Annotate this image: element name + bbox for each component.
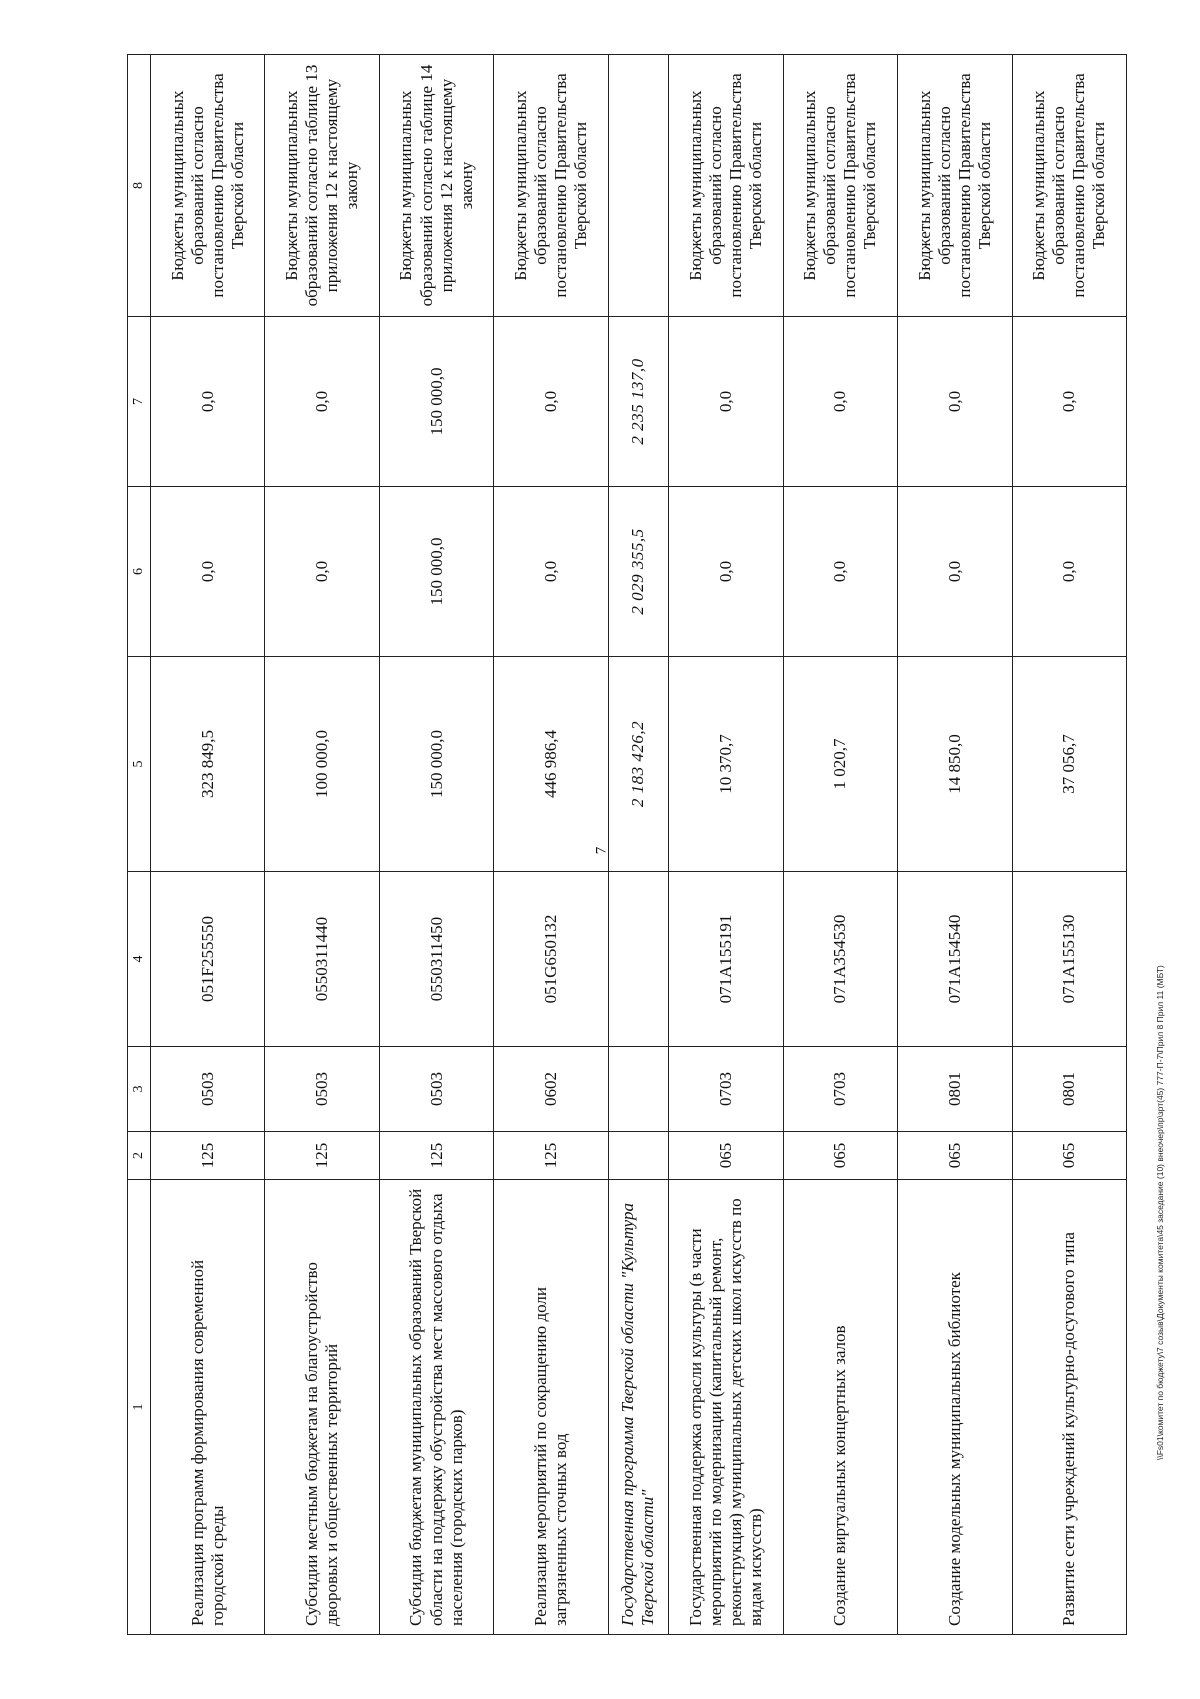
cell-amount-2: 0,0 xyxy=(898,487,1012,657)
cell-amount-3: 0,0 xyxy=(1012,317,1126,487)
cell-section-code: 0703 xyxy=(783,1047,897,1132)
cell-admin-code: 125 xyxy=(265,1132,379,1180)
header-row xyxy=(128,55,151,1635)
cell-amount-1: 150 000,0 xyxy=(379,657,493,872)
cell-section-code: 0503 xyxy=(379,1047,493,1132)
cell-admin-code: 125 xyxy=(494,1132,608,1180)
table-row xyxy=(1012,55,1126,1635)
cell-target-code: 071A155130 xyxy=(1012,872,1126,1047)
cell-amount-2: 2 029 355,5 xyxy=(608,487,669,657)
cell-amount-3: 0,0 xyxy=(783,317,897,487)
cell-recipients: Бюджеты муниципальных образований согласно постановлению Правительства Тверской области xyxy=(783,55,897,317)
cell-admin-code: 065 xyxy=(783,1132,897,1180)
cell-amount-1: 2 183 426,2 xyxy=(608,657,669,872)
cell-amount-1: 1 020,7 xyxy=(783,657,897,872)
header-cell: 3 xyxy=(128,1047,151,1132)
header-cell: 1 xyxy=(128,1180,151,1635)
cell-target-code: 071A155191 xyxy=(669,872,783,1047)
table-row xyxy=(379,55,493,1635)
program-name: Государственная программа Тверской области "Культура Тверской области" xyxy=(608,1180,669,1635)
cell-target-code: 051G650132 xyxy=(494,872,608,1047)
table-row xyxy=(783,55,897,1635)
cell-recipients xyxy=(608,55,669,317)
cell-amount-2: 150 000,0 xyxy=(379,487,493,657)
cell-amount-1: 446 986,4 xyxy=(494,657,608,872)
cell-amount-1: 37 056,7 xyxy=(1012,657,1126,872)
row-name: Реализация мероприятий по сокращению доли загрязненных сточных вод xyxy=(494,1180,608,1635)
cell-target-code: 071A154540 xyxy=(898,872,1012,1047)
cell-amount-2: 0,0 xyxy=(494,487,608,657)
budget-table xyxy=(127,54,1127,1635)
cell-amount-1: 323 849,5 xyxy=(151,657,265,872)
cell-admin-code xyxy=(608,1132,669,1180)
cell-amount-2: 0,0 xyxy=(151,487,265,657)
cell-section-code: 0703 xyxy=(669,1047,783,1132)
cell-recipients: Бюджеты муниципальных образований согласно постановлению Правительства Тверской области xyxy=(1012,55,1126,317)
page-number: 7 xyxy=(593,846,610,855)
cell-target-code: 0550311440 xyxy=(265,872,379,1047)
cell-section-code: 0801 xyxy=(1012,1047,1126,1132)
cell-recipients: Бюджеты муниципальных образований согласно постановлению Правительства Тверской области xyxy=(494,55,608,317)
cell-target-code: 071A354530 xyxy=(783,872,897,1047)
header-cell: 8 xyxy=(128,55,151,317)
header-cell: 6 xyxy=(128,487,151,657)
cell-amount-3: 0,0 xyxy=(151,317,265,487)
cell-section-code: 0503 xyxy=(151,1047,265,1132)
header-cell: 7 xyxy=(128,317,151,487)
cell-target-code: 0550311450 xyxy=(379,872,493,1047)
row-name: Развитие сети учреждений культурно-досугового типа xyxy=(1012,1180,1126,1635)
row-name: Государственная поддержка отрасли культуры (в части мероприятий по модернизации (капитальный ремонт, реконструкция) муниципальных детских школ искусств по видам искусств) xyxy=(669,1180,783,1635)
cell-admin-code: 125 xyxy=(151,1132,265,1180)
cell-admin-code: 125 xyxy=(379,1132,493,1180)
cell-amount-1: 14 850,0 xyxy=(898,657,1012,872)
row-name: Субсидии местным бюджетам на благоустройство дворовых и общественных территорий xyxy=(265,1180,379,1635)
cell-recipients: Бюджеты муниципальных образований согласно таблице 14 приложения 12 к настоящему закону xyxy=(379,55,493,317)
row-name: Создание виртуальных концертных залов xyxy=(783,1180,897,1635)
row-name: Реализация программ формирования современной городской среды xyxy=(151,1180,265,1635)
table-row xyxy=(898,55,1012,1635)
cell-section-code: 0503 xyxy=(265,1047,379,1132)
cell-admin-code: 065 xyxy=(669,1132,783,1180)
cell-section-code xyxy=(608,1047,669,1132)
table-row xyxy=(265,55,379,1635)
cell-amount-2: 0,0 xyxy=(265,487,379,657)
cell-amount-3: 2 235 137,0 xyxy=(608,317,669,487)
cell-section-code: 0602 xyxy=(494,1047,608,1132)
cell-amount-3: 0,0 xyxy=(898,317,1012,487)
table-row xyxy=(669,55,783,1635)
cell-amount-1: 10 370,7 xyxy=(669,657,783,872)
cell-amount-3: 0,0 xyxy=(669,317,783,487)
row-name: Субсидии бюджетам муниципальных образований Тверской области на поддержку обустройства мест массового отдыха населения (городских парков) xyxy=(379,1180,493,1635)
cell-amount-2: 0,0 xyxy=(669,487,783,657)
rotated-table-frame xyxy=(127,55,1127,1635)
table-row xyxy=(494,55,608,1635)
header-cell: 4 xyxy=(128,872,151,1047)
row-name: Создание модельных муниципальных библиотек xyxy=(898,1180,1012,1635)
header-cell: 2 xyxy=(128,1132,151,1180)
cell-recipients: Бюджеты муниципальных образований согласно постановлению Правительства Тверской области xyxy=(898,55,1012,317)
cell-admin-code: 065 xyxy=(898,1132,1012,1180)
cell-admin-code: 065 xyxy=(1012,1132,1126,1180)
cell-recipients: Бюджеты муниципальных образований согласно постановлению Правительства Тверской области xyxy=(669,55,783,317)
cell-amount-1: 100 000,0 xyxy=(265,657,379,872)
cell-amount-3: 0,0 xyxy=(494,317,608,487)
cell-recipients: Бюджеты муниципальных образований согласно таблице 13 приложения 12 к настоящему закону xyxy=(265,55,379,317)
cell-amount-2: 0,0 xyxy=(1012,487,1126,657)
cell-recipients: Бюджеты муниципальных образований согласно постановлению Правительства Тверской области xyxy=(151,55,265,317)
cell-target-code xyxy=(608,872,669,1047)
table-row xyxy=(151,55,265,1635)
cell-amount-3: 0,0 xyxy=(265,317,379,487)
cell-amount-2: 0,0 xyxy=(783,487,897,657)
cell-section-code: 0801 xyxy=(898,1047,1012,1132)
header-cell: 5 xyxy=(128,657,151,872)
cell-amount-3: 150 000,0 xyxy=(379,317,493,487)
program-row xyxy=(608,55,669,1635)
footer-file-path-text: \\Fs01\комитет по бюджету\7 созыв\Документы комитета\45 заседание (10) внеочер\пр\зрт(45) 777-П-7\Прил 8 Прил 11 (МБТ) xyxy=(1155,965,1165,1460)
cell-target-code: 051F255550 xyxy=(151,872,265,1047)
